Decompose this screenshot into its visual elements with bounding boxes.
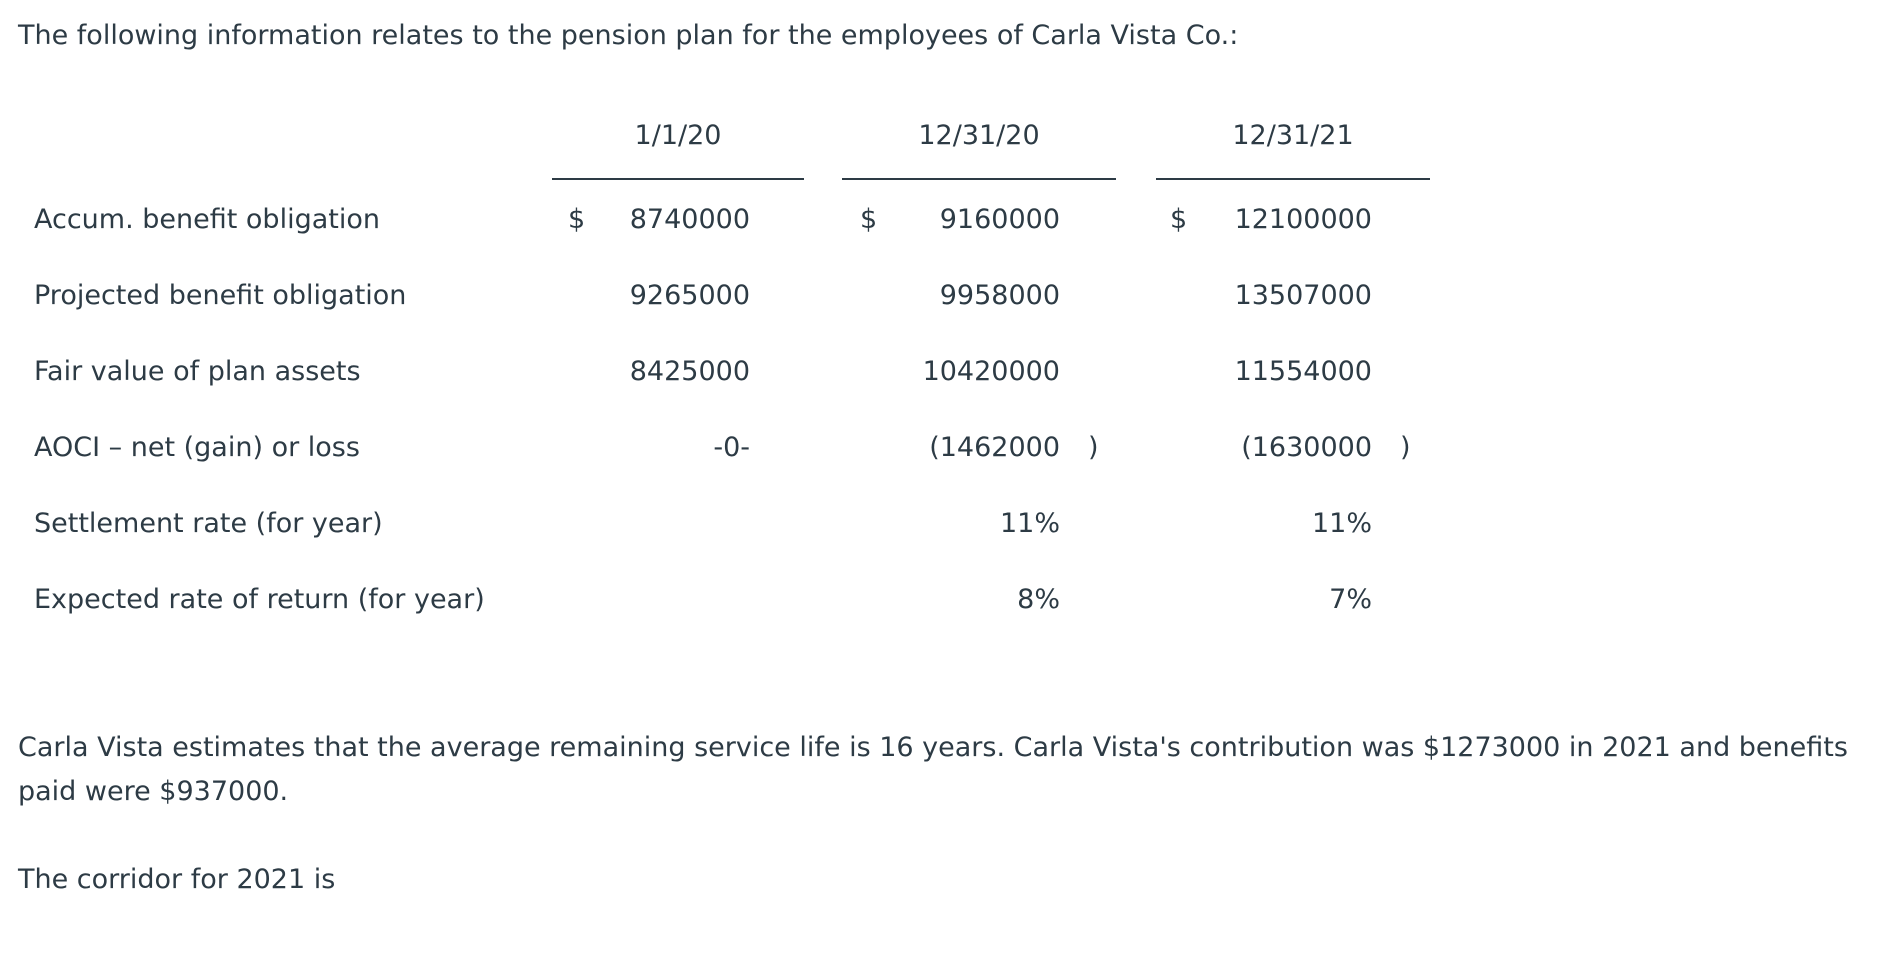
value-cell: 11% [1311,508,1372,539]
row-label: AOCI – net (gain) or loss [34,432,360,463]
column-header-3 [1156,118,1430,180]
table-row [0,352,1896,392]
column-header-1 [552,118,804,180]
row-label: Expected rate of return (for year) [34,584,485,615]
table-row [0,276,1896,316]
table-row [0,580,1896,620]
table-row [0,200,1896,240]
value-cell: 8425000 [629,356,750,387]
table-row [0,428,1896,468]
value-cell: 9265000 [629,280,750,311]
value-cell: 13507000 [1234,280,1372,311]
table-row [0,504,1896,544]
question-prompt: The corridor for 2021 is [18,864,336,895]
row-label: Accum. benefit obligation [34,204,380,235]
problem-paragraph: Carla Vista estimates that the average remaining service life is 16 years. Carla Vista's contribution was $1273000 in 2021 and benefits paid were $937000. [18,732,1848,807]
column-header-label: 12/31/21 [1232,120,1354,151]
value-cell: 8% [1017,584,1060,615]
value-cell: 7% [1329,584,1372,615]
column-header-label: 1/1/20 [634,120,722,151]
row-label: Fair value of plan assets [34,356,361,387]
intro-text: The following information relates to the pension plan for the employees of Carla Vista Co.: [18,20,1239,51]
column-header-label: 12/31/20 [918,120,1040,151]
value-cell: -0- [713,432,750,463]
row-label: Projected benefit obligation [34,280,407,311]
value-cell: 11554000 [1234,356,1372,387]
close-paren: ) [1088,432,1099,463]
dollar-sign: $ [568,204,586,235]
value-cell: (1462000 [929,432,1060,463]
close-paren: ) [1400,432,1411,463]
value-cell: 11% [999,508,1060,539]
value-cell: 8740000 [629,204,750,235]
dollar-sign: $ [860,204,878,235]
row-label: Settlement rate (for year) [34,508,383,539]
value-cell: 9958000 [939,280,1060,311]
value-cell: 10420000 [922,356,1060,387]
value-cell: 9160000 [939,204,1060,235]
column-header-2 [842,118,1116,180]
value-cell: 12100000 [1234,204,1372,235]
dollar-sign: $ [1170,204,1188,235]
value-cell: (1630000 [1241,432,1372,463]
